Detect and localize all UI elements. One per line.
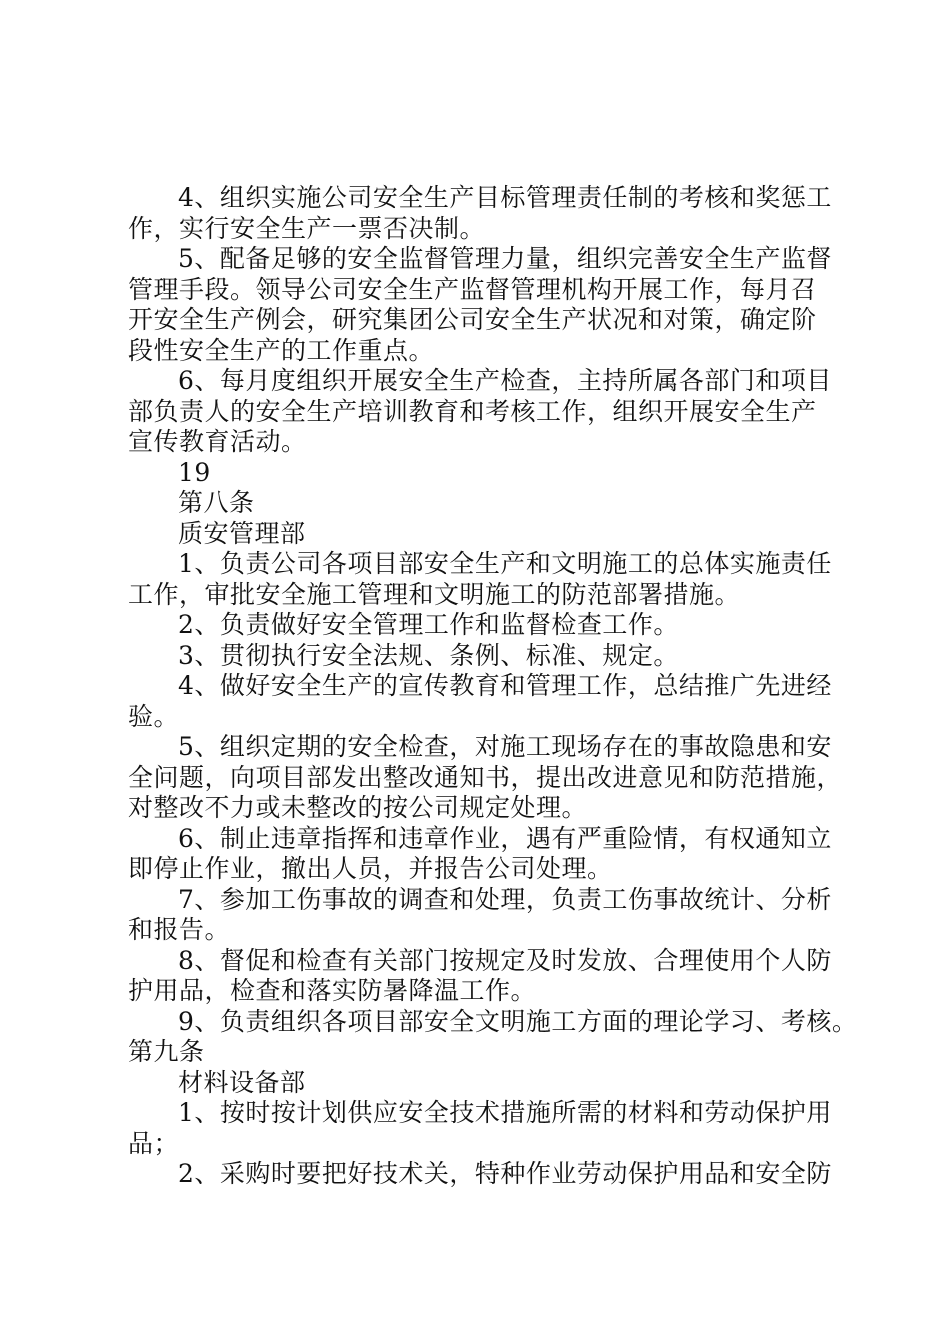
text-line: 6、制止违章指挥和违章作业，遇有严重险情，有权通知立 <box>178 824 832 853</box>
text-line: 1、按时按计划供应安全技术措施所需的材料和劳动保护用 <box>178 1098 832 1127</box>
text-line: 5、组织定期的安全检查，对施工现场存在的事故隐患和安 <box>178 732 832 761</box>
text-line: 部负责人的安全生产培训教育和考核工作，组织开展安全生产 <box>128 397 817 426</box>
text-line: 段性安全生产的工作重点。 <box>128 336 435 365</box>
text-line: 3、贯彻执行安全法规、条例、标准、规定。 <box>178 641 679 670</box>
text-line: 7、参加工伤事故的调查和处理，负责工伤事故统计、分析 <box>178 885 832 914</box>
text-line: 工作，审批安全施工管理和文明施工的防范部署措施。 <box>128 580 741 609</box>
text-line: 2、采购时要把好技术关，特种作业劳动保护用品和安全防 <box>178 1159 832 1188</box>
text-line: 1、负责公司各项目部安全生产和文明施工的总体实施责任 <box>178 549 832 578</box>
text-line: 8、督促和检查有关部门按规定及时发放、合理使用个人防 <box>178 946 832 975</box>
text-line: 宣传教育活动。 <box>128 427 307 456</box>
article-heading: 第八条 <box>178 488 255 517</box>
text-line: 4、做好安全生产的宣传教育和管理工作，总结推广先进经 <box>178 671 832 700</box>
text-line: 管理手段。领导公司安全生产监督管理机构开展工作，每月召 <box>128 275 817 304</box>
text-line: 作，实行安全生产一票否决制。 <box>128 214 486 243</box>
section-heading: 质安管理部 <box>178 519 306 548</box>
text-line: 9、负责组织各项目部安全文明施工方面的理论学习、考核。 <box>178 1007 858 1036</box>
text-line: 品； <box>128 1129 180 1158</box>
text-line: 对整改不力或未整改的按公司规定处理。 <box>128 793 588 822</box>
text-line: 即停止作业，撤出人员，并报告公司处理。 <box>128 854 613 883</box>
text-line: 和报告。 <box>128 915 231 944</box>
text-line: 6、每月度组织开展安全生产检查，主持所属各部门和项目 <box>178 366 832 395</box>
text-line: 2、负责做好安全管理工作和监督检查工作。 <box>178 610 679 639</box>
article-heading: 第九条 <box>128 1037 205 1066</box>
text-line: 开安全生产例会，研究集团公司安全生产状况和对策，确定阶 <box>128 305 817 334</box>
text-line: 4、组织实施公司安全生产目标管理责任制的考核和奖惩工 <box>178 183 832 212</box>
text-line: 验。 <box>128 702 180 731</box>
text-line: 全问题，向项目部发出整改通知书，提出改进意见和防范措施， <box>128 763 843 792</box>
text-line: 护用品，检查和落实防暑降温工作。 <box>128 976 537 1005</box>
text-line: 5、配备足够的安全监督管理力量，组织完善安全生产监督 <box>178 244 832 273</box>
page-number: 19 <box>178 458 211 487</box>
section-heading: 材料设备部 <box>178 1068 306 1097</box>
